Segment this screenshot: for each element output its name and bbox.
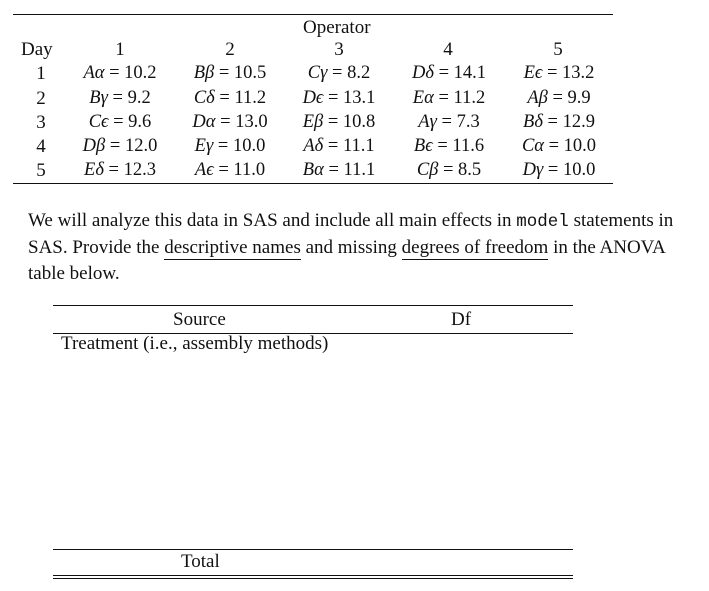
day-number: 2	[36, 88, 46, 109]
observation-value: = 8.5	[443, 160, 482, 180]
treatment-letters: Bα	[302, 160, 324, 180]
latin-square-cell	[524, 63, 595, 84]
paragraph-text: in the ANOVA table below.	[28, 237, 665, 284]
instructions-paragraph	[28, 208, 700, 287]
observation-value: = 12.9	[547, 112, 595, 132]
observation-value: = 10.2	[109, 63, 157, 83]
paragraph-text: statements in SAS. Provide the	[28, 210, 674, 258]
observation-value: = 13.0	[220, 112, 268, 132]
latin-square-cell	[192, 112, 267, 133]
latin-square-cell	[412, 63, 486, 84]
latin-square-cell	[308, 63, 370, 84]
observation-value: = 14.1	[438, 63, 487, 83]
observation-value: = 7.3	[441, 112, 480, 132]
latin-square-cell	[417, 160, 481, 181]
latin-square-cell	[523, 112, 595, 133]
observation-value: = 9.6	[113, 112, 152, 132]
underlined-descriptive-names: descriptive names	[164, 237, 301, 258]
observation-value: = 12.0	[109, 136, 158, 156]
latin-square-cell	[418, 112, 479, 133]
latin-square-cell	[89, 112, 152, 133]
treatment-letters: Dϵ	[302, 88, 324, 108]
latin-square-cell	[522, 136, 596, 157]
observation-value: = 13.2	[546, 63, 595, 83]
treatment-letters: Aγ	[418, 112, 437, 132]
latin-square-cell	[89, 88, 150, 109]
paragraph-text: We will analyze this data in SAS and include all main effects in	[28, 210, 517, 231]
latin-square-cell	[83, 63, 156, 84]
source-column-header: Source	[173, 309, 226, 330]
day-number: 1	[36, 63, 46, 84]
treatment-letters: Cϵ	[88, 112, 109, 132]
observation-value: = 9.9	[552, 88, 591, 108]
latin-square-cell	[194, 88, 266, 109]
latin-square-cell	[195, 160, 265, 181]
treatment-letters: Dα	[192, 112, 216, 132]
observation-value: = 11.6	[437, 136, 485, 156]
treatment-letters: Cα	[521, 136, 544, 156]
operator-number: 2	[225, 39, 235, 60]
day-number: 4	[36, 136, 46, 157]
treatment-letters: Bδ	[523, 112, 543, 132]
anova-bottom-double-rule	[53, 578, 573, 579]
observation-value: = 10.8	[327, 112, 376, 132]
anova-bottom-double-rule	[53, 575, 573, 576]
operator-header: Operator	[303, 17, 371, 38]
operator-number: 3	[334, 39, 344, 60]
treatment-letters: Dδ	[411, 63, 434, 83]
treatment-letters: Cγ	[307, 63, 328, 83]
table-bottom-rule	[13, 183, 613, 184]
treatment-row-label: Treatment (i.e., assembly methods)	[61, 333, 329, 354]
latin-square-cell	[303, 112, 376, 133]
operator-number: 5	[553, 39, 563, 60]
treatment-letters: Eδ	[84, 160, 104, 180]
treatment-letters: Eϵ	[523, 63, 543, 83]
treatment-letters: Bγ	[89, 88, 108, 108]
underlined-degrees-of-freedom: degrees of freedom	[401, 237, 549, 258]
treatment-letters: Eγ	[194, 136, 214, 156]
latin-square-cell	[527, 88, 590, 109]
df-column-header: Df	[451, 309, 472, 330]
observation-value: = 11.1	[328, 160, 376, 180]
treatment-letters: Dγ	[522, 160, 544, 180]
treatment-letters: Bϵ	[413, 136, 433, 156]
treatment-letters: Dβ	[82, 136, 106, 156]
treatment-letters: Aδ	[303, 136, 324, 156]
observation-value: = 10.0	[548, 136, 597, 156]
latin-square-cell	[303, 88, 376, 109]
anova-total-top-rule	[53, 549, 573, 550]
latin-square-cell	[303, 160, 375, 181]
treatment-letters: Aϵ	[194, 160, 214, 180]
day-header: Day	[21, 39, 53, 60]
observation-value: = 12.3	[108, 160, 156, 180]
observation-value: = 10.5	[218, 63, 267, 83]
latin-square-cell	[523, 160, 596, 181]
observation-value: = 11.2	[438, 88, 486, 108]
observation-value: = 11.1	[327, 136, 375, 156]
treatment-letters: Aα	[83, 63, 105, 83]
latin-square-table	[13, 12, 613, 186]
observation-value: = 10.0	[547, 160, 596, 180]
observation-value: = 8.2	[332, 63, 371, 83]
paragraph-text: and missing	[300, 237, 402, 258]
latin-square-cell	[413, 88, 485, 109]
treatment-letters: Aβ	[527, 88, 548, 108]
latin-square-cell	[195, 136, 266, 157]
day-number: 5	[36, 160, 46, 181]
table-top-rule	[13, 14, 613, 15]
latin-square-cell	[84, 160, 156, 181]
latin-square-cell	[303, 136, 374, 157]
anova-table	[53, 305, 573, 581]
latin-square-cell	[194, 63, 267, 84]
observation-value: = 11.0	[218, 160, 266, 180]
treatment-letters: Eβ	[302, 112, 324, 132]
operator-number: 4	[443, 39, 453, 60]
treatment-letters: Cδ	[193, 88, 215, 108]
operator-number: 1	[115, 39, 125, 60]
observation-value: = 9.2	[112, 88, 151, 108]
latin-square-cell	[414, 136, 484, 157]
day-number: 3	[36, 112, 46, 133]
treatment-letters: Bβ	[193, 63, 215, 83]
treatment-letters: Eα	[412, 88, 434, 108]
total-row-label: Total	[181, 551, 220, 572]
treatment-letters: Cβ	[416, 160, 439, 180]
observation-value: = 10.0	[217, 136, 266, 156]
latin-square-cell	[83, 136, 158, 157]
code-keyword-model: model	[516, 212, 569, 232]
anova-top-rule	[53, 305, 573, 306]
observation-value: = 11.2	[219, 88, 267, 108]
observation-value: = 13.1	[328, 88, 376, 108]
